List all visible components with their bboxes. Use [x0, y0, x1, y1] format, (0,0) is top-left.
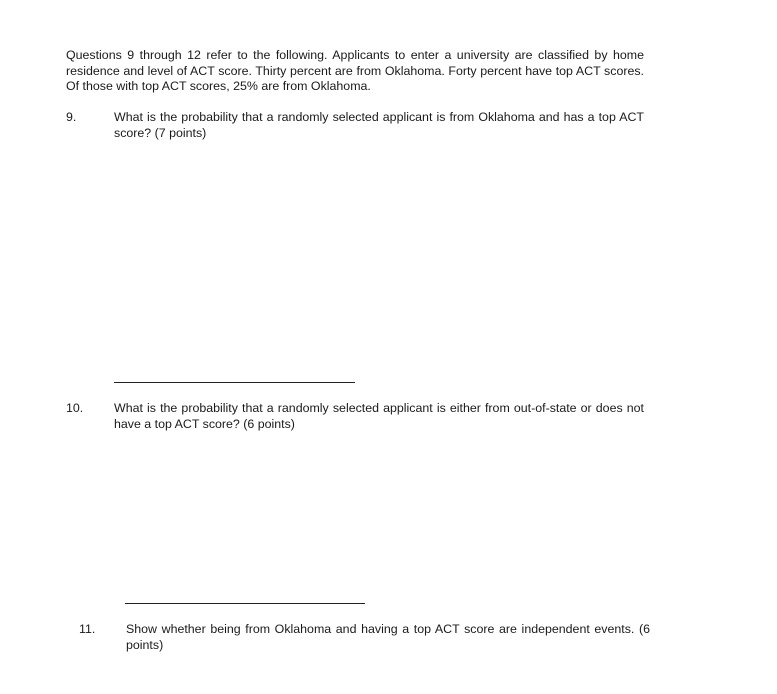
question-11-text: Show whether being from Oklahoma and having a top ACT score are independent events. (6 points) [126, 622, 650, 652]
question-10-number: 10. [66, 401, 84, 415]
question-9-answer-line[interactable] [114, 382, 355, 383]
question-11-number: 11. [79, 622, 96, 636]
intro-paragraph: Questions 9 through 12 refer to the following. Applicants to enter a university are classified by home residence and level of ACT score. Thirty percent are from Oklahoma. Forty percent have top ACT scores. Of those with top ACT scores, 25% are from Oklahoma. [66, 48, 644, 93]
question-10-text: What is the probability that a randomly selected applicant is either from out-of-state or does not have a top ACT score? (6 points) [114, 401, 644, 431]
question-10-answer-line[interactable] [125, 603, 365, 604]
question-9-number: 9. [66, 110, 77, 124]
question-9-text: What is the probability that a randomly selected applicant is from Oklahoma and has a top ACT score? (7 points) [114, 110, 644, 140]
